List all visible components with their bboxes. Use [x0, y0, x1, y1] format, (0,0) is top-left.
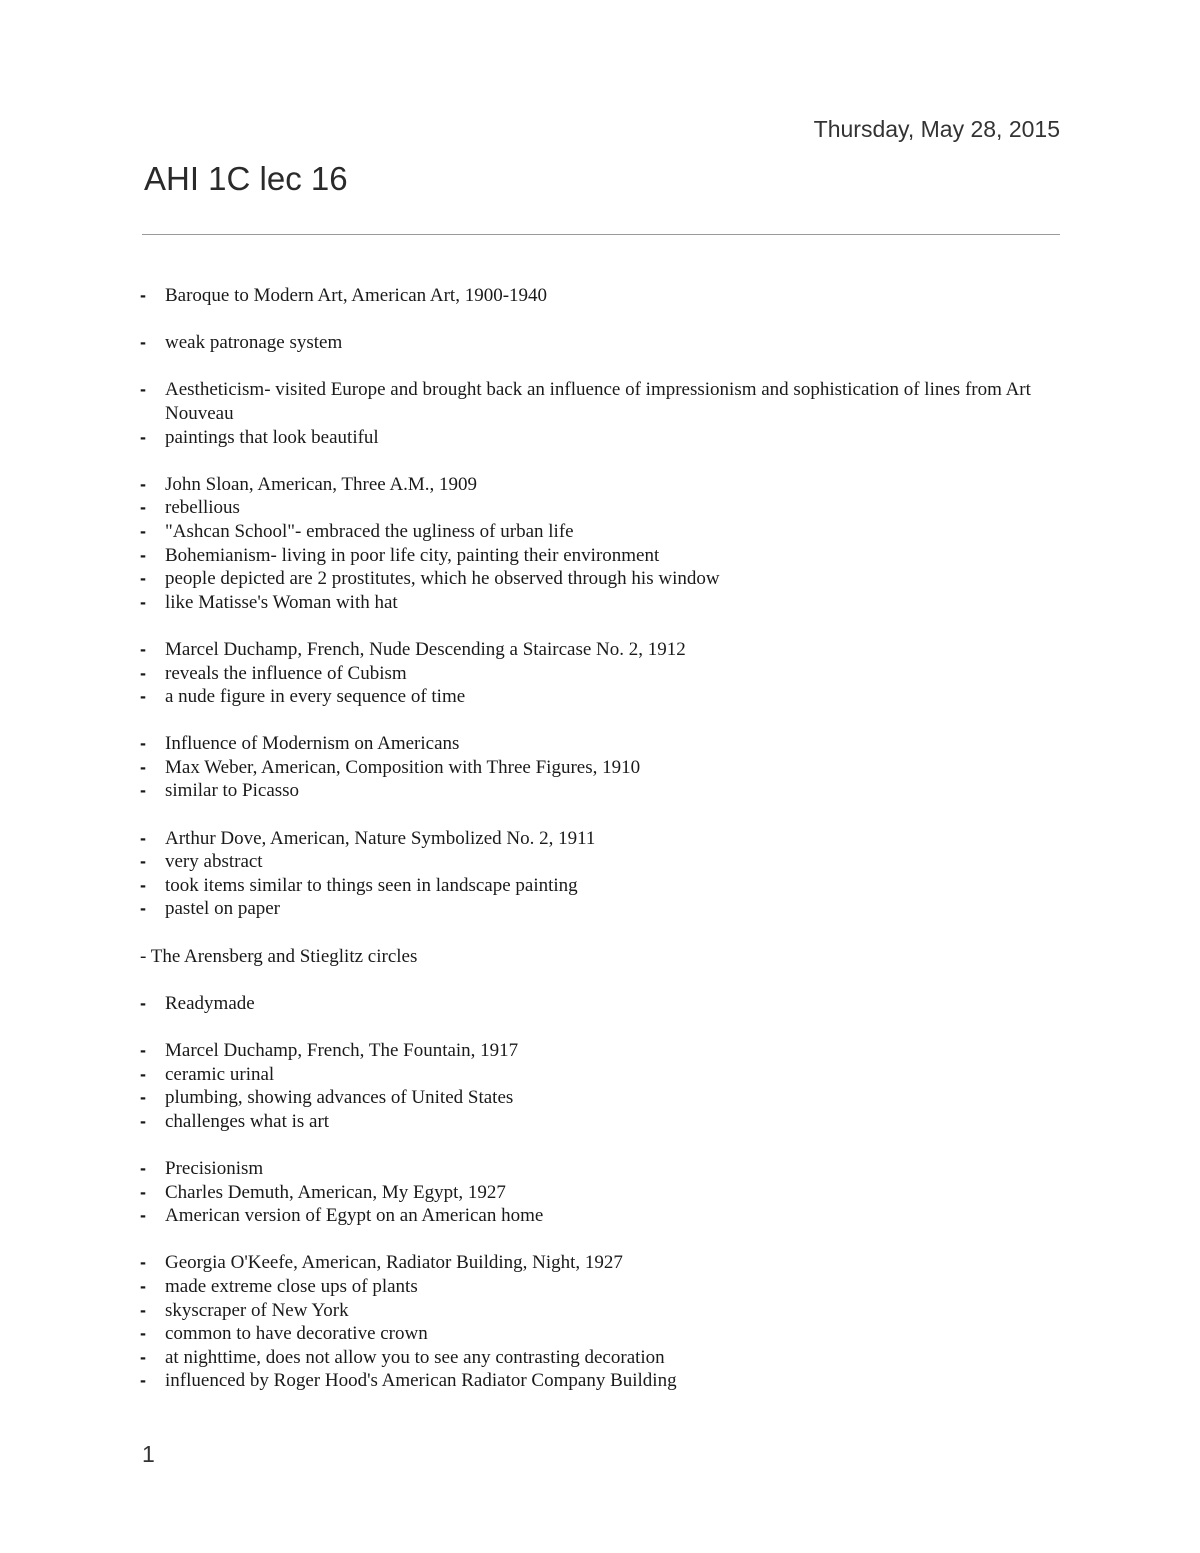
list-item-text: plumbing, showing advances of United States — [165, 1087, 514, 1109]
list-item-text: Aestheticism- visited Europe and brought back an influence of impressionism and sophistication of lines from Art Nouveau — [165, 379, 1031, 424]
list-item-text: skyscraper of New York — [165, 1299, 349, 1321]
notes-list — [140, 284, 1040, 1417]
list-item — [140, 897, 1040, 921]
list-item — [140, 662, 1040, 686]
dash-bullet-icon: - — [140, 1252, 146, 1273]
dash-bullet-icon: - — [140, 544, 146, 565]
list-item-text: Charles Demuth, American, My Egypt, 1927 — [165, 1181, 506, 1203]
note-group — [140, 473, 1040, 615]
dash-bullet-icon: - — [140, 1063, 146, 1084]
list-item-text: American version of Egypt on an American home — [165, 1205, 544, 1227]
list-item — [140, 331, 1040, 355]
list-item-text: influenced by Roger Hood's American Radiator Company Building — [165, 1370, 677, 1392]
list-item — [140, 732, 1040, 756]
list-item-text: like Matisse's Woman with hat — [165, 591, 398, 613]
dash-bullet-icon: - — [140, 1110, 146, 1131]
list-item — [140, 1251, 1040, 1275]
list-item-text: Marcel Duchamp, French, The Fountain, 1917 — [165, 1040, 519, 1061]
list-item-text: weak patronage system — [165, 332, 343, 354]
list-item — [140, 779, 1040, 803]
dash-bullet-icon: - — [140, 827, 146, 848]
list-item — [140, 426, 1040, 450]
list-item — [140, 1063, 1040, 1087]
title-divider — [142, 234, 1060, 235]
dash-bullet-icon: - — [140, 733, 146, 754]
list-item — [140, 473, 1040, 497]
dash-bullet-icon: - — [140, 898, 146, 919]
note-group — [140, 732, 1040, 803]
list-item — [140, 520, 1040, 544]
dash-bullet-icon: - — [140, 473, 146, 494]
note-group — [140, 331, 1040, 355]
note-group — [140, 827, 1040, 921]
list-item — [140, 378, 1040, 425]
list-item — [140, 992, 1040, 1016]
list-item-text: took items similar to things seen in landscape painting — [165, 874, 578, 896]
list-item — [140, 1322, 1040, 1346]
dash-bullet-icon: - — [140, 285, 146, 305]
list-item-text: similar to Picasso — [165, 780, 300, 802]
list-item-text: made extreme close ups of plants — [165, 1275, 418, 1297]
list-item-text: common to have decorative crown — [165, 1323, 428, 1345]
list-item-text: Bohemianism- living in poor life city, painting their environment — [165, 544, 660, 566]
list-item-text: Readymade — [165, 992, 255, 1014]
list-item — [140, 1086, 1040, 1110]
dash-bullet-icon: - — [140, 1346, 146, 1367]
dash-bullet-icon: - — [140, 1205, 146, 1226]
dash-bullet-icon: - — [140, 1157, 146, 1178]
note-group — [140, 638, 1040, 709]
list-item-text: Baroque to Modern Art, American Art, 1900-1940 — [165, 285, 548, 306]
dash-bullet-icon: - — [140, 1370, 146, 1391]
dash-bullet-icon: - — [140, 1181, 146, 1202]
list-item — [140, 544, 1040, 568]
dash-bullet-icon: - — [140, 568, 146, 589]
dash-bullet-icon: - — [140, 686, 146, 707]
date-label: Thursday, May 28, 2015 — [813, 116, 1060, 142]
list-item — [140, 756, 1040, 780]
list-item — [140, 1157, 1040, 1181]
list-item-text: Precisionism — [165, 1157, 264, 1179]
list-item — [140, 1204, 1040, 1228]
note-group — [140, 1157, 1040, 1228]
dash-bullet-icon: - — [140, 1040, 146, 1060]
list-item-text: a nude figure in every sequence of time — [165, 686, 466, 708]
list-item-text: very abstract — [165, 851, 263, 873]
dash-bullet-icon: - — [140, 520, 146, 541]
list-item-text: rebellious — [165, 497, 240, 519]
list-item — [140, 496, 1040, 520]
list-item — [140, 638, 1040, 662]
dash-bullet-icon: - — [140, 379, 146, 400]
list-item — [140, 1369, 1040, 1393]
list-item-text: Arthur Dove, American, Nature Symbolized No. 2, 1911 — [165, 827, 596, 849]
dash-bullet-icon: - — [140, 332, 146, 353]
note-line: - The Arensberg and Stieglitz circles — [140, 945, 418, 967]
list-item-text: Georgia O'Keefe, American, Radiator Building, Night, 1927 — [165, 1252, 623, 1274]
list-item-text: John Sloan, American, Three A.M., 1909 — [165, 473, 478, 495]
dash-bullet-icon: - — [140, 992, 146, 1013]
list-item-text: reveals the influence of Cubism — [165, 662, 407, 684]
list-item — [140, 1346, 1040, 1370]
dash-bullet-icon: - — [140, 1299, 146, 1320]
list-item — [140, 591, 1040, 615]
list-item — [140, 1039, 1040, 1063]
list-item-text: pastel on paper — [165, 898, 281, 920]
dash-bullet-icon: - — [140, 1323, 146, 1344]
list-item — [140, 874, 1040, 898]
page-title: AHI 1C lec 16 — [144, 160, 348, 197]
list-item — [140, 1299, 1040, 1323]
list-item — [140, 1110, 1040, 1134]
dash-bullet-icon: - — [140, 874, 146, 895]
note-group — [140, 992, 1040, 1016]
note-group — [140, 378, 1040, 449]
page-number: 1 — [142, 1441, 155, 1467]
list-item — [140, 284, 1040, 308]
list-item-text: ceramic urinal — [165, 1063, 275, 1085]
list-item — [140, 827, 1040, 851]
dash-bullet-icon: - — [140, 780, 146, 801]
list-item — [140, 685, 1040, 709]
dash-bullet-icon: - — [140, 1087, 146, 1108]
dash-bullet-icon: - — [140, 638, 146, 659]
list-item-text: "Ashcan School"- embraced the ugliness of urban life — [165, 520, 574, 542]
list-item-text: Marcel Duchamp, French, Nude Descending a Staircase No. 2, 1912 — [165, 638, 686, 660]
list-item — [140, 850, 1040, 874]
dash-bullet-icon: - — [140, 591, 146, 612]
note-group — [140, 945, 1040, 969]
dash-bullet-icon: - — [140, 851, 146, 872]
note-group — [140, 284, 1040, 308]
list-item-text: people depicted are 2 prostitutes, which he observed through his window — [165, 568, 720, 590]
list-item — [140, 1181, 1040, 1205]
note-group — [140, 1251, 1040, 1393]
dash-bullet-icon: - — [140, 662, 146, 683]
note-group — [140, 1039, 1040, 1133]
dash-bullet-icon: - — [140, 756, 146, 777]
list-item — [140, 567, 1040, 591]
list-item-text: Max Weber, American, Composition with Three Figures, 1910 — [165, 756, 641, 778]
list-item-text: at nighttime, does not allow you to see any contrasting decoration — [165, 1346, 665, 1368]
dash-bullet-icon: - — [140, 1275, 146, 1296]
list-item-text: Influence of Modernism on Americans — [165, 733, 460, 755]
list-item — [140, 1275, 1040, 1299]
dash-bullet-icon: - — [140, 426, 146, 447]
list-item-text: paintings that look beautiful — [165, 426, 379, 448]
list-item-text: challenges what is art — [165, 1110, 330, 1132]
dash-bullet-icon: - — [140, 497, 146, 518]
